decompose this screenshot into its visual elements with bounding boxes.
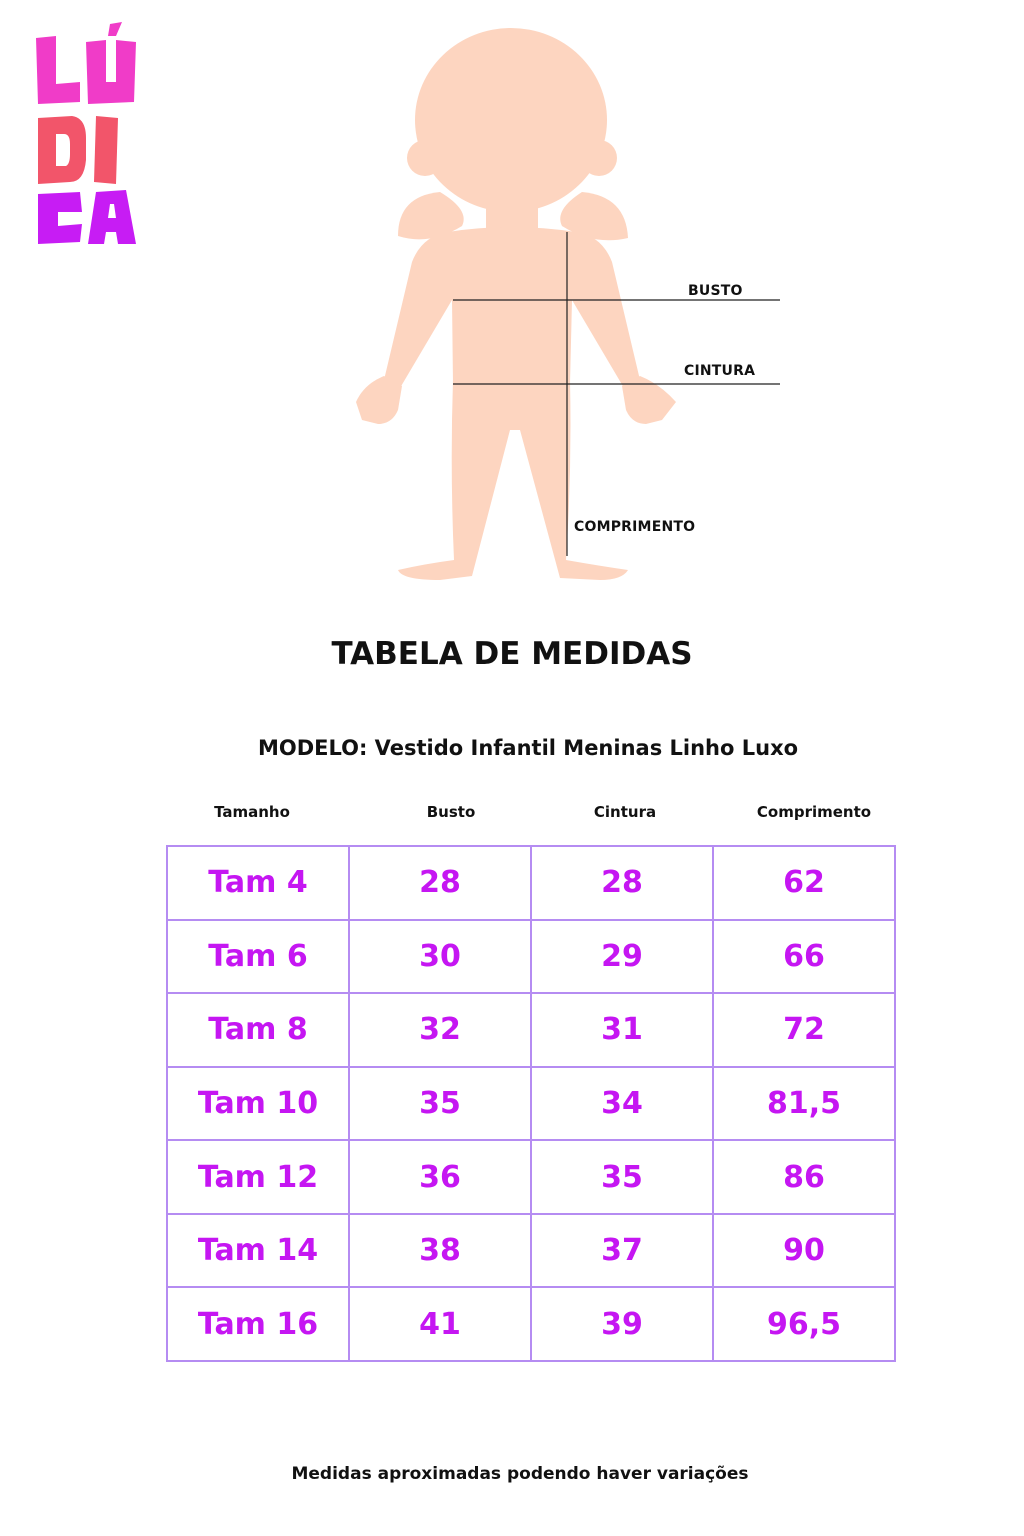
- waist-cell: 29: [531, 920, 713, 994]
- child-silhouette: [330, 20, 800, 590]
- bust-cell: 38: [349, 1214, 531, 1288]
- header-size: Tamanho: [214, 803, 290, 821]
- table-row: [167, 1140, 895, 1214]
- size-cell: Tam 6: [167, 920, 349, 994]
- waist-cell: 31: [531, 993, 713, 1067]
- waist-cell: 28: [531, 846, 713, 920]
- disclaimer-footer: Medidas aproximadas podendo haver variações: [291, 1464, 749, 1484]
- size-cell: Tam 14: [167, 1214, 349, 1288]
- size-cell: Tam 4: [167, 846, 349, 920]
- waist-cell: 37: [531, 1214, 713, 1288]
- length-cell: 72: [713, 993, 895, 1067]
- bust-cell: 32: [349, 993, 531, 1067]
- length-cell: 66: [713, 920, 895, 994]
- size-cell: Tam 10: [167, 1067, 349, 1141]
- table-row: [167, 1287, 895, 1361]
- bust-cell: 36: [349, 1140, 531, 1214]
- size-table: [166, 845, 896, 1362]
- page-title: TABELA DE MEDIDAS: [331, 636, 693, 672]
- length-cell: 86: [713, 1140, 895, 1214]
- size-cell: Tam 16: [167, 1287, 349, 1361]
- length-cell: 62: [713, 846, 895, 920]
- header-waist: Cintura: [593, 803, 657, 821]
- header-bust: Busto: [426, 803, 476, 821]
- length-cell: 81,5: [713, 1067, 895, 1141]
- table-row: [167, 920, 895, 994]
- size-cell: Tam 12: [167, 1140, 349, 1214]
- model-subtitle: MODELO: Vestido Infantil Meninas Linho Luxo: [257, 736, 799, 760]
- length-cell: 96,5: [713, 1287, 895, 1361]
- bust-cell: 41: [349, 1287, 531, 1361]
- waist-cell: 35: [531, 1140, 713, 1214]
- waist-label: CINTURA: [684, 363, 756, 379]
- table-row: [167, 1214, 895, 1288]
- table-row: [167, 993, 895, 1067]
- waist-cell: 39: [531, 1287, 713, 1361]
- length-label: COMPRIMENTO: [574, 519, 696, 535]
- ludica-logo: [32, 22, 142, 246]
- bust-cell: 30: [349, 920, 531, 994]
- bust-cell: 35: [349, 1067, 531, 1141]
- bust-label: BUSTO: [688, 283, 743, 299]
- waist-cell: 34: [531, 1067, 713, 1141]
- table-row: [167, 1067, 895, 1141]
- size-cell: Tam 8: [167, 993, 349, 1067]
- bust-cell: 28: [349, 846, 531, 920]
- length-cell: 90: [713, 1214, 895, 1288]
- header-length: Comprimento: [756, 803, 872, 821]
- table-row: [167, 846, 895, 920]
